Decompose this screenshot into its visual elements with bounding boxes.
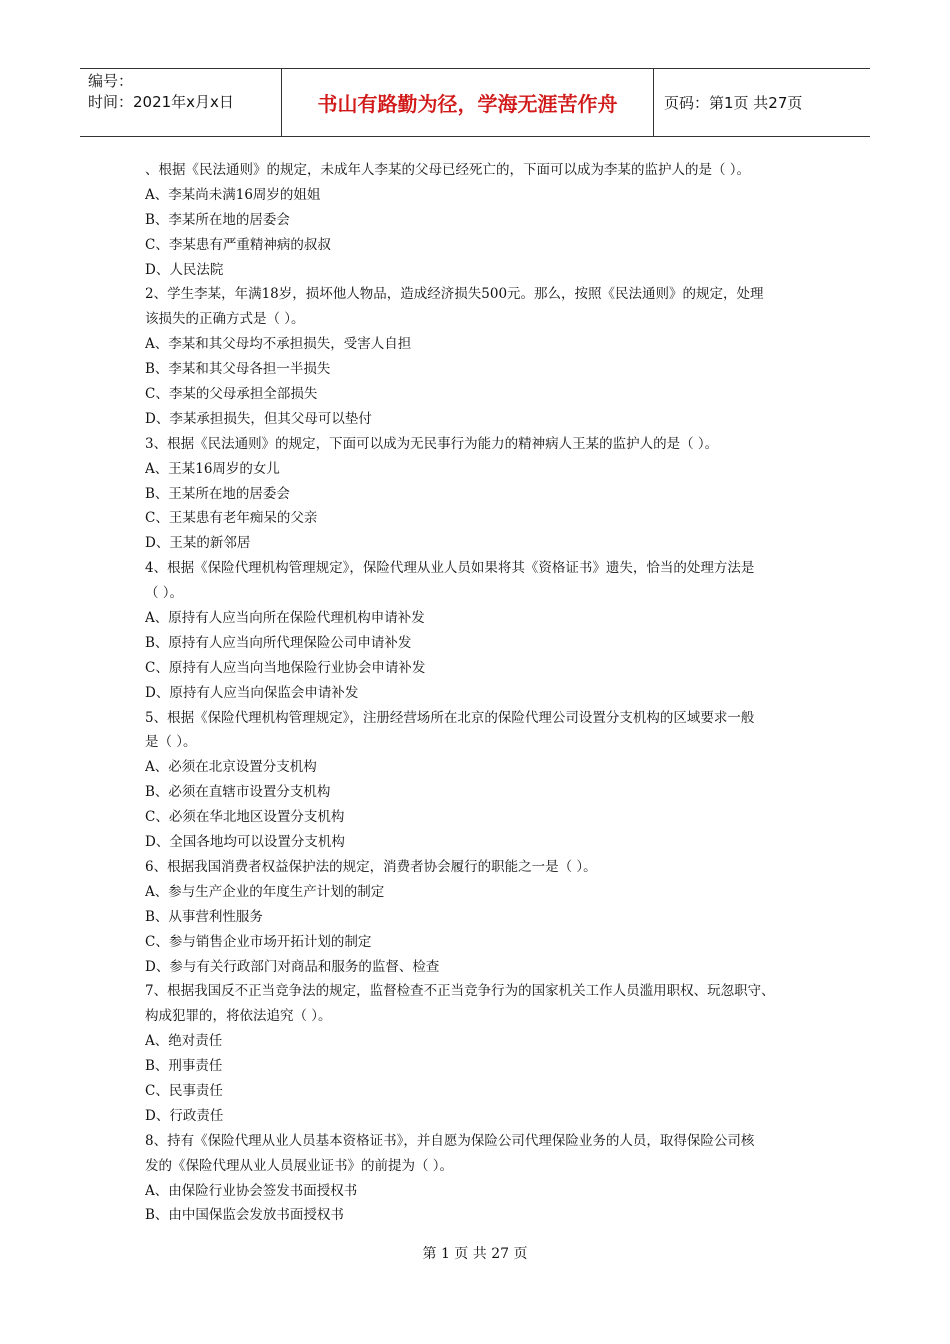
text-line: C、李某的父母承担全部损失 bbox=[145, 386, 318, 403]
page-header bbox=[80, 68, 870, 137]
text-line: A、参与生产企业的年度生产计划的制定 bbox=[145, 883, 385, 900]
text-line: D、王某的新邻居 bbox=[145, 535, 251, 552]
text-line: 4、根据《保险代理机构管理规定》，保险代理从业人员如果将其《资格证书》遗失，恰当的处理方法是 bbox=[145, 560, 755, 577]
text-line: 5、根据《保险代理机构管理规定》，注册经营场所在北京的保险代理公司设置分支机构的区域要求一般 bbox=[145, 709, 755, 726]
text-line: 8、持有《保险代理从业人员基本资格证书》，并自愿为保险公司代理保险业务的人员，取得保险公司核 bbox=[145, 1132, 755, 1149]
text-line: B、王某所在地的居委会 bbox=[145, 485, 290, 502]
text-line: A、原持有人应当向所在保险代理机构申请补发 bbox=[145, 610, 425, 627]
text-line: A、绝对责任 bbox=[145, 1033, 223, 1050]
text-line: 6、根据我国消费者权益保护法的规定，消费者协会履行的职能之一是（ ）。 bbox=[145, 858, 597, 875]
page-footer: 第 1 页 共 27 页 bbox=[422, 1246, 528, 1262]
text-line: D、参与有关行政部门对商品和服务的监督、检查 bbox=[145, 958, 440, 975]
text-line: 该损失的正确方式是（ ）。 bbox=[145, 311, 305, 328]
text-line: B、李某和其父母各担一半损失 bbox=[145, 361, 331, 378]
text-line: C、原持有人应当向当地保险行业协会申请补发 bbox=[145, 659, 426, 676]
text-line: D、人民法院 bbox=[145, 261, 224, 278]
text-line: 、根据《民法通则》的规定，未成年人李某的父母已经死亡的，下面可以成为李某的监护人的是（ ）。 bbox=[145, 162, 751, 178]
text-line: D、全国各地均可以设置分支机构 bbox=[145, 834, 345, 851]
text-line: C、民事责任 bbox=[145, 1082, 223, 1099]
text-line: D、李某承担损失，但其父母可以垫付 bbox=[145, 410, 372, 427]
text-line: C、参与销售企业市场开拓计划的制定 bbox=[145, 933, 372, 950]
text-line: （ ）。 bbox=[145, 585, 184, 602]
question-body bbox=[145, 158, 810, 1228]
text-line: A、王某16周岁的女儿 bbox=[145, 460, 280, 477]
text-line: B、必须在直辖市设置分支机构 bbox=[145, 784, 331, 801]
text-line: C、王某患有老年痴呆的父亲 bbox=[145, 510, 318, 527]
header-page-info: 页码：第1页 共27页 bbox=[664, 94, 803, 112]
header-meta bbox=[80, 69, 282, 136]
text-line: C、必须在华北地区设置分支机构 bbox=[145, 809, 345, 826]
text-line: 构成犯罪的，将依法追究（ ）。 bbox=[145, 1008, 332, 1025]
text-line: B、从事营利性服务 bbox=[145, 908, 263, 925]
document-date: 时间：2021年x月x日 bbox=[88, 93, 234, 111]
text-line: D、原持有人应当向保监会申请补发 bbox=[145, 684, 359, 701]
document-number-label: 编号： bbox=[88, 72, 134, 90]
text-line: B、由中国保监会发放书面授权书 bbox=[145, 1207, 344, 1224]
text-line: B、原持有人应当向所代理保险公司申请补发 bbox=[145, 634, 412, 651]
text-line: C、李某患有严重精神病的叔叔 bbox=[145, 236, 331, 253]
text-line: 是（ ）。 bbox=[145, 734, 197, 751]
text-line: A、李某和其父母均不承担损失，受害人自担 bbox=[145, 336, 412, 353]
text-line: B、刑事责任 bbox=[145, 1058, 223, 1075]
text-line: A、由保险行业协会签发书面授权书 bbox=[145, 1182, 358, 1199]
text-line: A、李某尚未满16周岁的姐姐 bbox=[145, 186, 321, 203]
text-line: 2、学生李某，年满18岁，损坏他人物品，造成经济损失500元。那么，按照《民法通则》的规定，处理 bbox=[145, 286, 764, 303]
text-line: A、必须在北京设置分支机构 bbox=[145, 759, 317, 776]
header-motto: 书山有路勤为径，学海无涯苦作舟 bbox=[282, 69, 654, 136]
text-line: 7、根据我国反不正当竞争法的规定，监督检查不正当竞争行为的国家机关工作人员滥用职权、玩忽职守、 bbox=[145, 983, 775, 1000]
text-line: 发的《保险代理从业人员展业证书》的前提为（ ）。 bbox=[145, 1157, 454, 1174]
text-line: D、行政责任 bbox=[145, 1107, 224, 1124]
text-line: B、李某所在地的居委会 bbox=[145, 211, 290, 228]
text-line: 3、根据《民法通则》的规定，下面可以成为无民事行为能力的精神病人王某的监护人的是（ ）。 bbox=[145, 435, 719, 452]
